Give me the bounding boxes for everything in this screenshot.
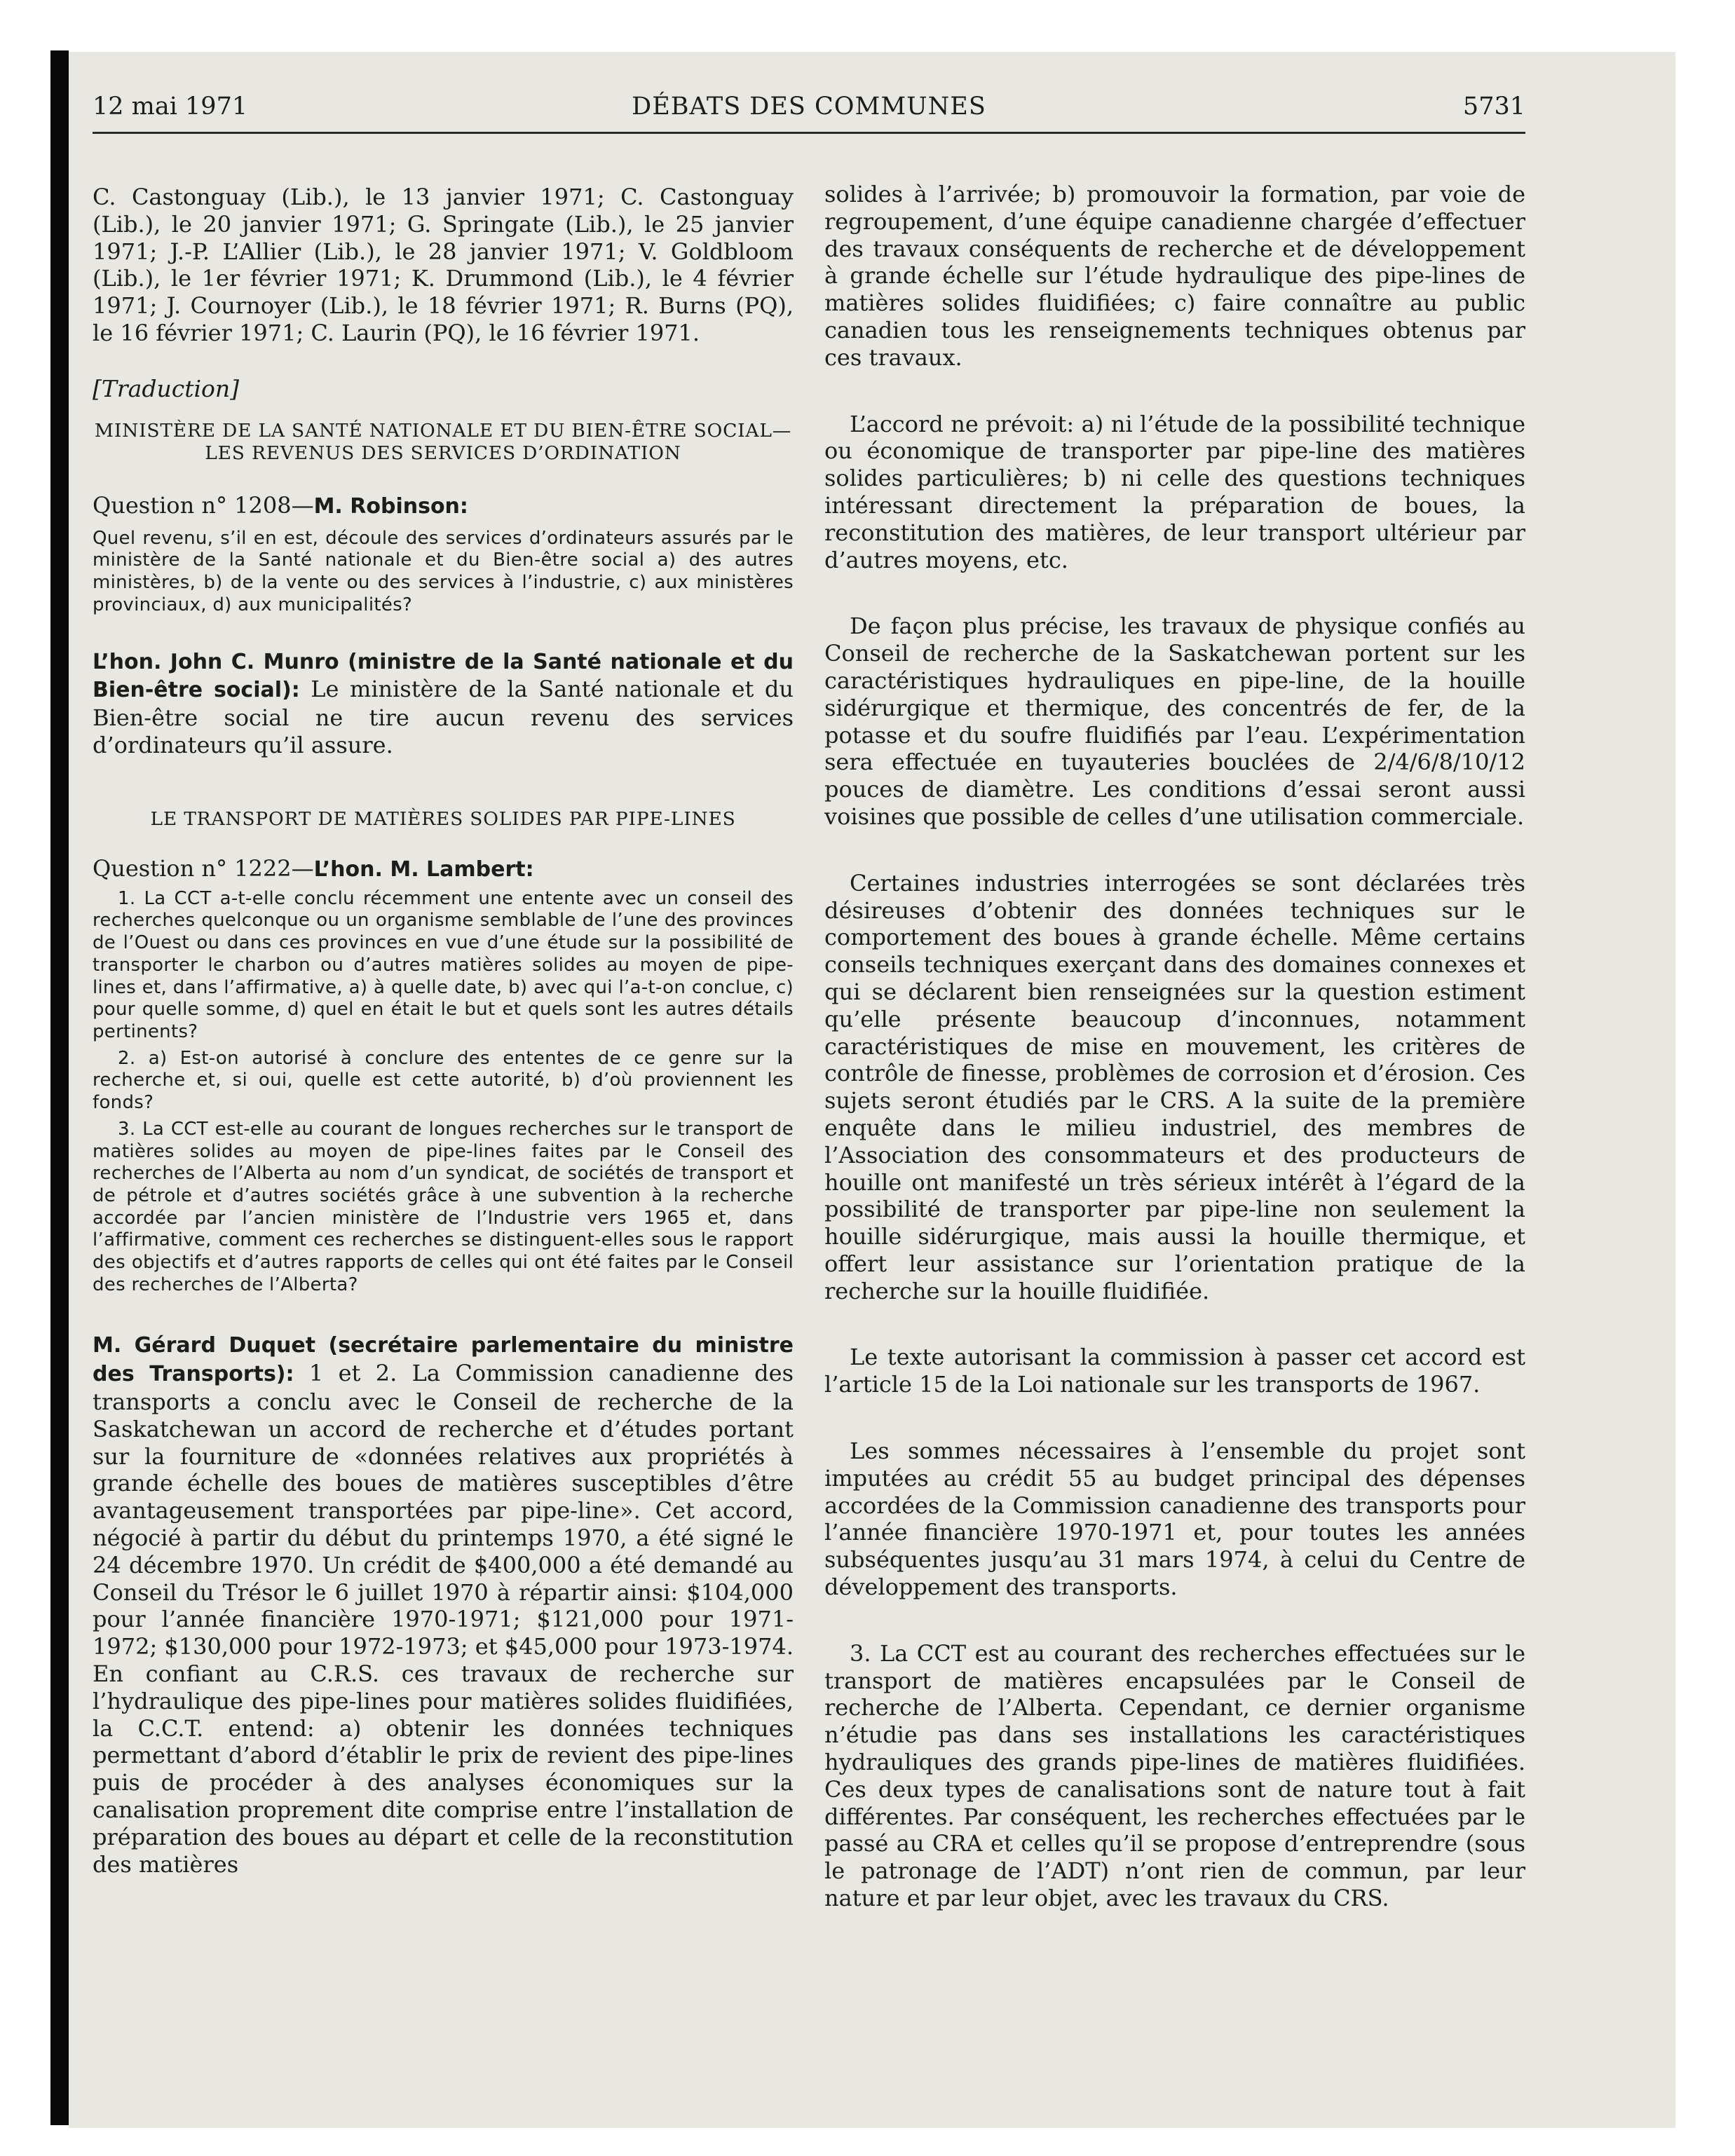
- answer-1208: [93, 648, 794, 759]
- answer-1208-text: Le ministère de la Santé nationale et du Bien-être social ne tire aucun revenu des services d’ordinateurs qu’il assure.: [93, 676, 794, 758]
- question-1208: [93, 491, 794, 521]
- question-1222: [93, 854, 794, 884]
- question-1222-part-2: 2. a) Est-on autorisé à conclure des ententes de ce genre sur la recherche et, si oui, quelle est cette autorité, b) d’où proviennent les fonds?: [93, 1047, 794, 1114]
- answer-1208-speaker: L’hon. John C. Munro (ministre de la Santé nationale et du Bien-être social):: [93, 649, 794, 703]
- section-heading-pipelines: LE TRANSPORT DE MATIÈRES SOLIDES PAR PIPE-LINES: [150, 807, 736, 830]
- left-column: [93, 184, 794, 1878]
- question-1208-number: Question n° 1208—: [93, 491, 314, 519]
- authorizing-text-paragraph: Le texte autorisant la commission à passer cet accord est l’article 15 de la Loi nationale sur les transports de 1967.: [824, 1344, 1525, 1398]
- question-1222-part-1: 1. La CCT a-t-elle conclu récemment une entente avec un conseil des recherches quelconque ou un organisme semblable de l’une des provinces de l’Ouest ou dans ces provinces en vue d’une étude sur la possibilité de transporter le charbon ou d’autres matières solides au moyen de pipe-lines et, dans l’affirmative, a) à quelle date, b) avec qui l’a-t-on conclue, c) pour quelle somme, d) quel en était le but et quels sont les autres détails pertinents?: [93, 887, 794, 1042]
- question-1222-member: L’hon. M. Lambert:: [313, 857, 534, 882]
- scan-edge-bar: [50, 50, 69, 2125]
- answer-1222-speaker: M. Gérard Duquet (secrétaire parlementaire du ministre des Transports):: [93, 1333, 794, 1387]
- answer-1222-text: 1 et 2. La Commission canadienne des transports a conclu avec le Conseil de recherche de la Saskatchewan un accord de recherche et d’études portant sur la fourniture de «données relatives aux propriétés à grande échelle des boues de matières susceptibles d’être avantageusement transportées par pipe-line». Cet accord, négocié à partir du début du printemps 1970, a été signé le 24 décembre 1970. Un crédit de $400,000 a été demandé au Conseil du Trésor le 6 juillet 1970 à répartir ainsi: $104,000 pour l’année financière 1970-1971; $121,000 pour 1971-1972; $130,000 pour 1972-1973; et $45,000 pour 1973-1974. En confiant au C.R.S. ces travaux de recherche sur l’hydraulique des pipe-lines pour matières solides fluidifiées, la C.C.T. entend: a) obtenir les données techniques permettant d’abord d’établir le prix de revient des pipe-lines puis de procéder à des analyses économiques sur la canalisation proprement dite comprise entre l’installation de préparation des boues au départ et celle de la reconstitution des matières: [93, 1360, 794, 1878]
- question-1208-member: M. Robinson:: [313, 493, 468, 519]
- accord-scope-paragraph: L’accord ne prévoit: a) ni l’étude de la possibilité technique ou économique de transporter par pipe-line des matières solides particulières; b) ni celle des questions techniques intéressant directement la préparation de boues, la reconstitution des matières, de leur transport ultérieur par d’autres moyens, etc.: [824, 410, 1525, 573]
- funding-paragraph: Les sommes nécessaires à l’ensemble du projet sont imputées au crédit 55 au budget principal des dépenses accordées de la Commission canadienne des transports pour l’année financière 1970-1971 et, pour toutes les années subséquentes jusqu’au 31 mars 1974, à celui du Centre de développement des transports.: [824, 1438, 1525, 1601]
- header-page-number: 5731: [1462, 93, 1525, 121]
- traduction-label: [Traduction]: [93, 374, 240, 402]
- answer-part-3-paragraph: 3. La CCT est au courant des recherches effectuées sur le transport de matières encapsulées par le Conseil de recherche de l’Alberta. Cependant, ce dernier organisme n’étudie pas dans ses installations les caractéristiques hydrauliques des grands pipe-lines de matières fluidifiées. Ces deux types de canalisations sont de nature tout à fait différentes. Par conséquent, les recherches effectuées par le passé au CRA et celles qu’il se propose d’entreprendre (sous le patronage de l’ADT) n’ont rien de commun, par leur nature et par leur objet, avec les travaux du CRS.: [824, 1639, 1525, 1912]
- right-column: [824, 181, 1525, 1912]
- question-1222-number: Question n° 1222—: [93, 854, 314, 882]
- question-1222-part-3: 3. La CCT est-elle au courant de longues recherches sur le transport de matières solides au moyen de pipe-lines faites par le Conseil des recherches de l’Alberta au nom d’un syndicat, de sociétés de transport et de pétrole et d’autres sociétés grâce à une subvention à la recherche accordée par l’ancien ministère de l’Industrie vers 1965 et, dans l’affirmative, comment ces recherches se distinguent-elles sous le rapport des objectifs et d’autres rapports de celles qui ont été faites par le Conseil des recherches de l’Alberta?: [93, 1118, 794, 1295]
- physics-work-paragraph: De façon plus précise, les travaux de physique confiés au Conseil de recherche de la Saskatchewan portent sur les caractéristiques hydrauliques en pipe-line, de la houille sidérurgique et thermique, des concentrés de fer, de la potasse et du soufre fluidifiés par l’eau. L’expérimentation sera effectuée en tuyauteries bouclées de 2/4/6/8/10/12 pouces de diamètre. Les conditions d’essai seront aussi voisines que possible de celles d’une utilisation commerciale.: [824, 613, 1525, 830]
- header-date: 12 mai 1971: [93, 93, 248, 121]
- answer-1222: [93, 1331, 794, 1878]
- industries-paragraph: Certaines industries interrogées se sont déclarées très désireuses d’obtenir des données techniques sur le comportement des boues à grande échelle. Même certains conseils techniques exerçant dans des domaines connexes et qui se déclarent bien renseignées sur la question estiment qu’elle présente beaucoup d’inconnues, notamment caractéristiques de mise en mouvement, les critères de contrôle de finesse, problèmes de corrosion et d’érosion. Ces sujets seront étudiés par le CRS. A la suite de la première enquête dans le milieu industriel, des membres de l’Association des consommateurs et des producteurs de houille ont manifesté un très sérieux intérêt à l’égard de la possibilité de transporter par pipe-line non seulement la houille sidérurgique, mais aussi la houille thermique, et offert leur assistance sur l’orientation pratique de la recherche sur la houille fluidifiée.: [824, 869, 1525, 1304]
- answer-continued-paragraph: solides à l’arrivée; b) promouvoir la formation, par voie de regroupement, d’une équipe canadienne chargée d’effectuer des travaux conséquents de recherche et de développement à grande échelle sur l’étude hydraulique des pipe-lines de matières solides fluidifiées; c) faire connaître au public canadien tous les renseignements techniques obtenus par ces travaux.: [824, 181, 1525, 371]
- header-title: DÉBATS DES COMMUNES: [632, 93, 986, 121]
- members-list-paragraph: C. Castonguay (Lib.), le 13 janvier 1971; C. Castonguay (Lib.), le 20 janvier 1971; G. Springate (Lib.), le 25 janvier 1971; J.-P. L’Allier (Lib.), le 28 janvier 1971; V. Goldbloom (Lib.), le 1er février 1971; K. Drummond (Lib.), le 4 février 1971; J. Cournoyer (Lib.), le 18 février 1971; R. Burns (PQ), le 16 février 1971; C. Laurin (PQ), le 16 février 1971.: [93, 184, 794, 346]
- section-heading-health: MINISTÈRE DE LA SANTÉ NATIONALE ET DU BIEN-ÊTRE SOCIAL—LES REVENUS DES SERVICES D’ORDINATION: [94, 419, 792, 464]
- page-header: [93, 90, 1525, 134]
- question-1208-text: Quel revenu, s’il en est, découle des services d’ordinateurs assurés par le ministère de la Santé nationale et du Bien-être social a) des autres ministères, b) de la vente ou des services à l’industrie, c) aux ministères provinciaux, d) aux municipalités?: [93, 527, 794, 615]
